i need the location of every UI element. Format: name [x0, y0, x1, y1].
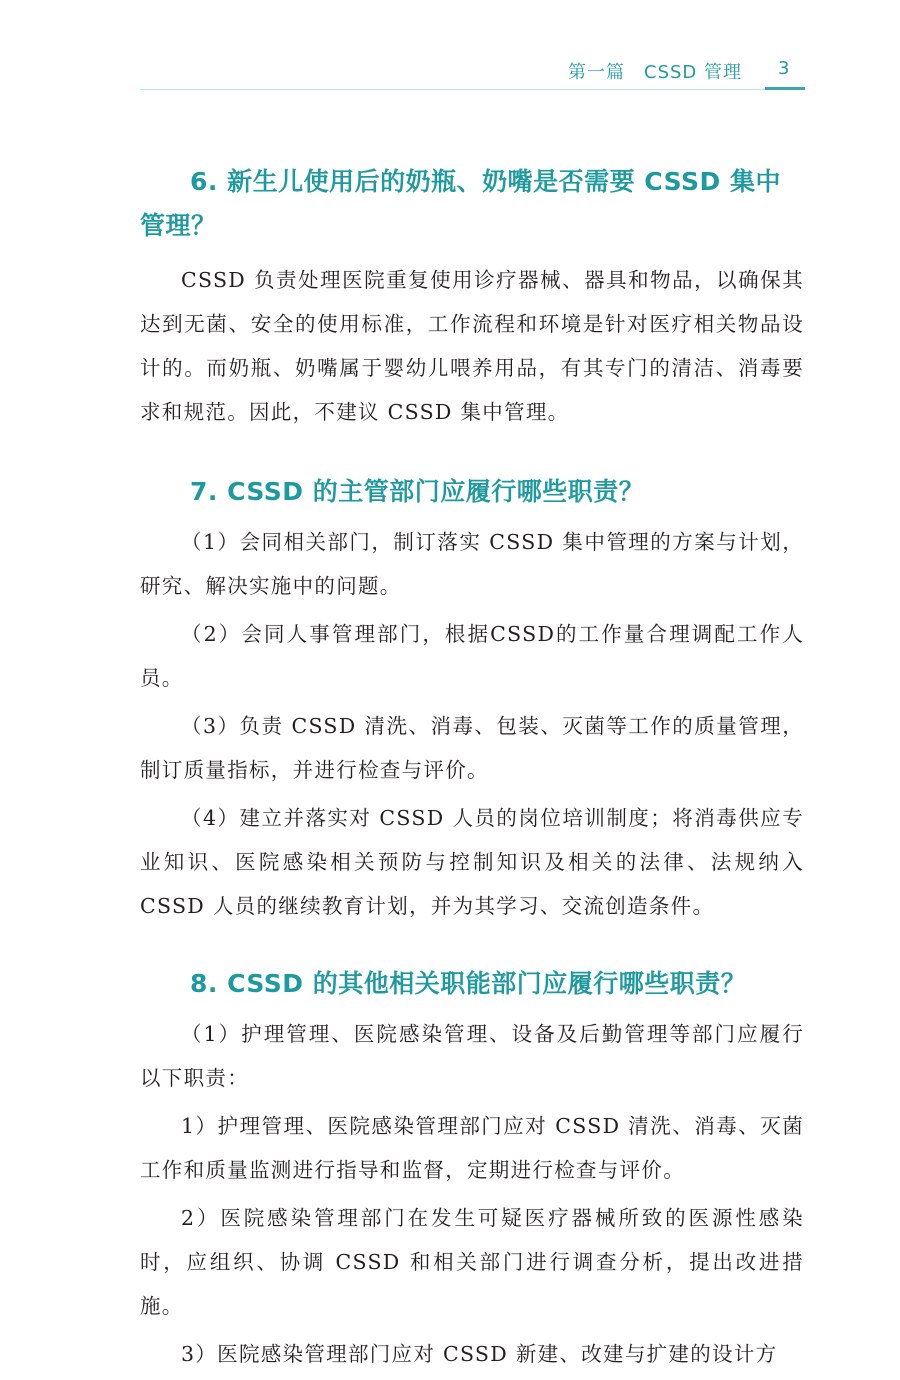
page-number: 3: [778, 58, 790, 79]
paragraph: 1）护理管理、医院感染管理部门应对 CSSD 清洗、消毒、灭菌工作和质量监测进行指导和监督，定期进行检查与评价。: [140, 1114, 804, 1182]
paragraph: （1）护理管理、医院感染管理、设备及后勤管理等部门应履行以下职责：: [140, 1022, 804, 1090]
section-6: [140, 160, 804, 434]
paragraph: （1）会同相关部门，制订落实 CSSD 集中管理的方案与计划，研究、解决实施中的问题。: [140, 530, 804, 598]
header-divider: [140, 89, 805, 90]
section-heading: 8. CSSD 的其他相关职能部门应履行哪些职责？: [190, 969, 747, 998]
paragraph: （4）建立并落实对 CSSD 人员的岗位培训制度；将消毒供应专业知识、医院感染相关预防与控制知识及相关的法律、法规纳入 CSSD 人员的继续教育计划，并为其学习、交流创造条件。: [140, 806, 804, 918]
section-heading: 7. CSSD 的主管部门应履行哪些职责？: [190, 477, 645, 506]
running-title: 第一篇 CSSD 管理: [568, 62, 743, 83]
page-body: [140, 160, 804, 1380]
paragraph: （2）会同人事管理部门，根据CSSD的工作量合理调配工作人员。: [140, 622, 804, 690]
section-7: [140, 470, 804, 928]
paragraph: 3）医院感染管理部门应对 CSSD 新建、改建与扩建的设计方: [181, 1342, 778, 1366]
section-heading: 6. 新生儿使用后的奶瓶、奶嘴是否需要 CSSD 集中管理？: [140, 167, 781, 240]
page-number-underline: [765, 87, 805, 90]
page-header: [0, 52, 900, 92]
section-8: [140, 962, 804, 1376]
paragraph: （3）负责 CSSD 清洗、消毒、包装、灭菌等工作的质量管理，制订质量指标，并进行检查与评价。: [140, 714, 804, 782]
paragraph: CSSD 负责处理医院重复使用诊疗器械、器具和物品，以确保其达到无菌、安全的使用标准，工作流程和环境是针对医疗相关物品设计的。而奶瓶、奶嘴属于婴幼儿喂养用品，有其专门的清洁、消毒要求和规范。因此，不建议 CSSD 集中管理。: [140, 268, 804, 424]
paragraph: 2）医院感染管理部门在发生可疑医疗器械所致的医源性感染时，应组织、协调 CSSD 和相关部门进行调查分析，提出改进措施。: [140, 1206, 804, 1318]
